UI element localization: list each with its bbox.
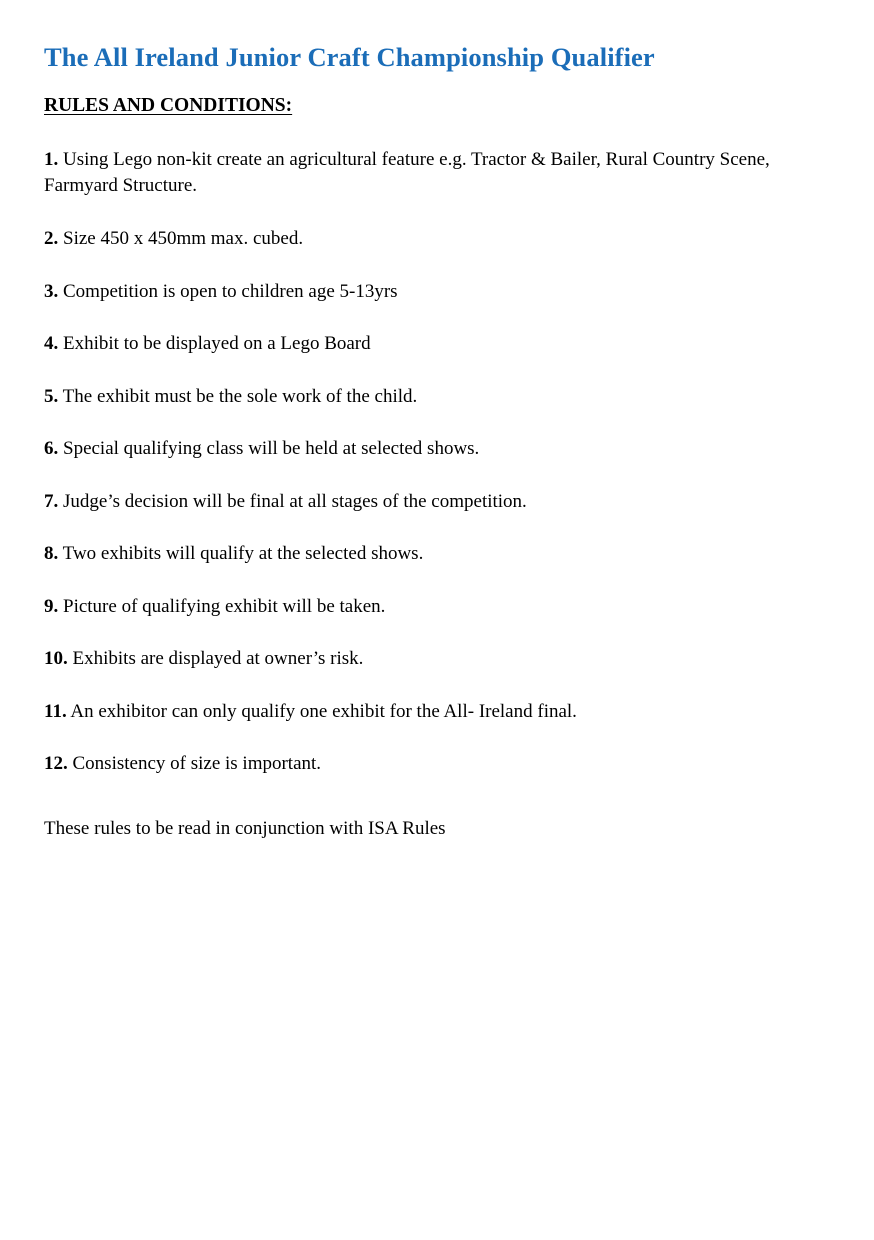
rule-text: Two exhibits will qualify at the selected shows.	[62, 543, 424, 564]
rule-text: Judge’s decision will be final at all stages of the competition.	[63, 491, 527, 512]
rule-item	[44, 279, 824, 305]
rule-item	[44, 489, 824, 515]
rule-text: Exhibits are displayed at owner’s risk.	[72, 648, 364, 669]
rules-heading: RULES AND CONDITIONS:	[44, 95, 293, 116]
rule-number: 3.	[44, 281, 59, 302]
rule-item	[44, 646, 824, 672]
rule-text: Exhibit to be displayed on a Lego Board	[63, 333, 371, 354]
footer-note: These rules to be read in conjunction with ISA Rules	[44, 818, 446, 839]
document-title: The All Ireland Junior Craft Championship Qualifier	[44, 42, 655, 72]
rule-text: The exhibit must be the sole work of the child.	[62, 386, 418, 407]
rule-item	[44, 147, 824, 199]
rule-number: 10.	[44, 648, 68, 669]
rule-item	[44, 384, 824, 410]
rule-number: 1.	[44, 149, 59, 170]
rule-number: 11.	[44, 701, 67, 722]
rule-item	[44, 541, 824, 567]
rule-number: 4.	[44, 333, 59, 354]
rule-number: 2.	[44, 228, 59, 249]
rule-item	[44, 594, 824, 620]
rule-number: 7.	[44, 491, 59, 512]
rule-number: 5.	[44, 386, 59, 407]
rule-text: Competition is open to children age 5-13yrs	[63, 281, 398, 302]
rule-item	[44, 436, 824, 462]
rule-text: Size 450 x 450mm max. cubed.	[63, 228, 304, 249]
rule-number: 6.	[44, 438, 59, 459]
rule-item	[44, 699, 824, 725]
rule-item	[44, 226, 824, 252]
rule-number: 8.	[44, 543, 59, 564]
rule-item	[44, 751, 824, 777]
rule-item	[44, 331, 824, 357]
rule-text: Using Lego non-kit create an agricultural feature e.g. Tractor & Bailer, Rural Country Scene, Farmyard Structure.	[44, 149, 770, 196]
rule-text: An exhibitor can only qualify one exhibit for the All- Ireland final.	[70, 701, 577, 722]
rule-text: Consistency of size is important.	[72, 753, 322, 774]
rule-number: 12.	[44, 753, 68, 774]
rule-text: Picture of qualifying exhibit will be taken.	[63, 596, 386, 617]
rule-number: 9.	[44, 596, 59, 617]
rule-text: Special qualifying class will be held at selected shows.	[63, 438, 480, 459]
